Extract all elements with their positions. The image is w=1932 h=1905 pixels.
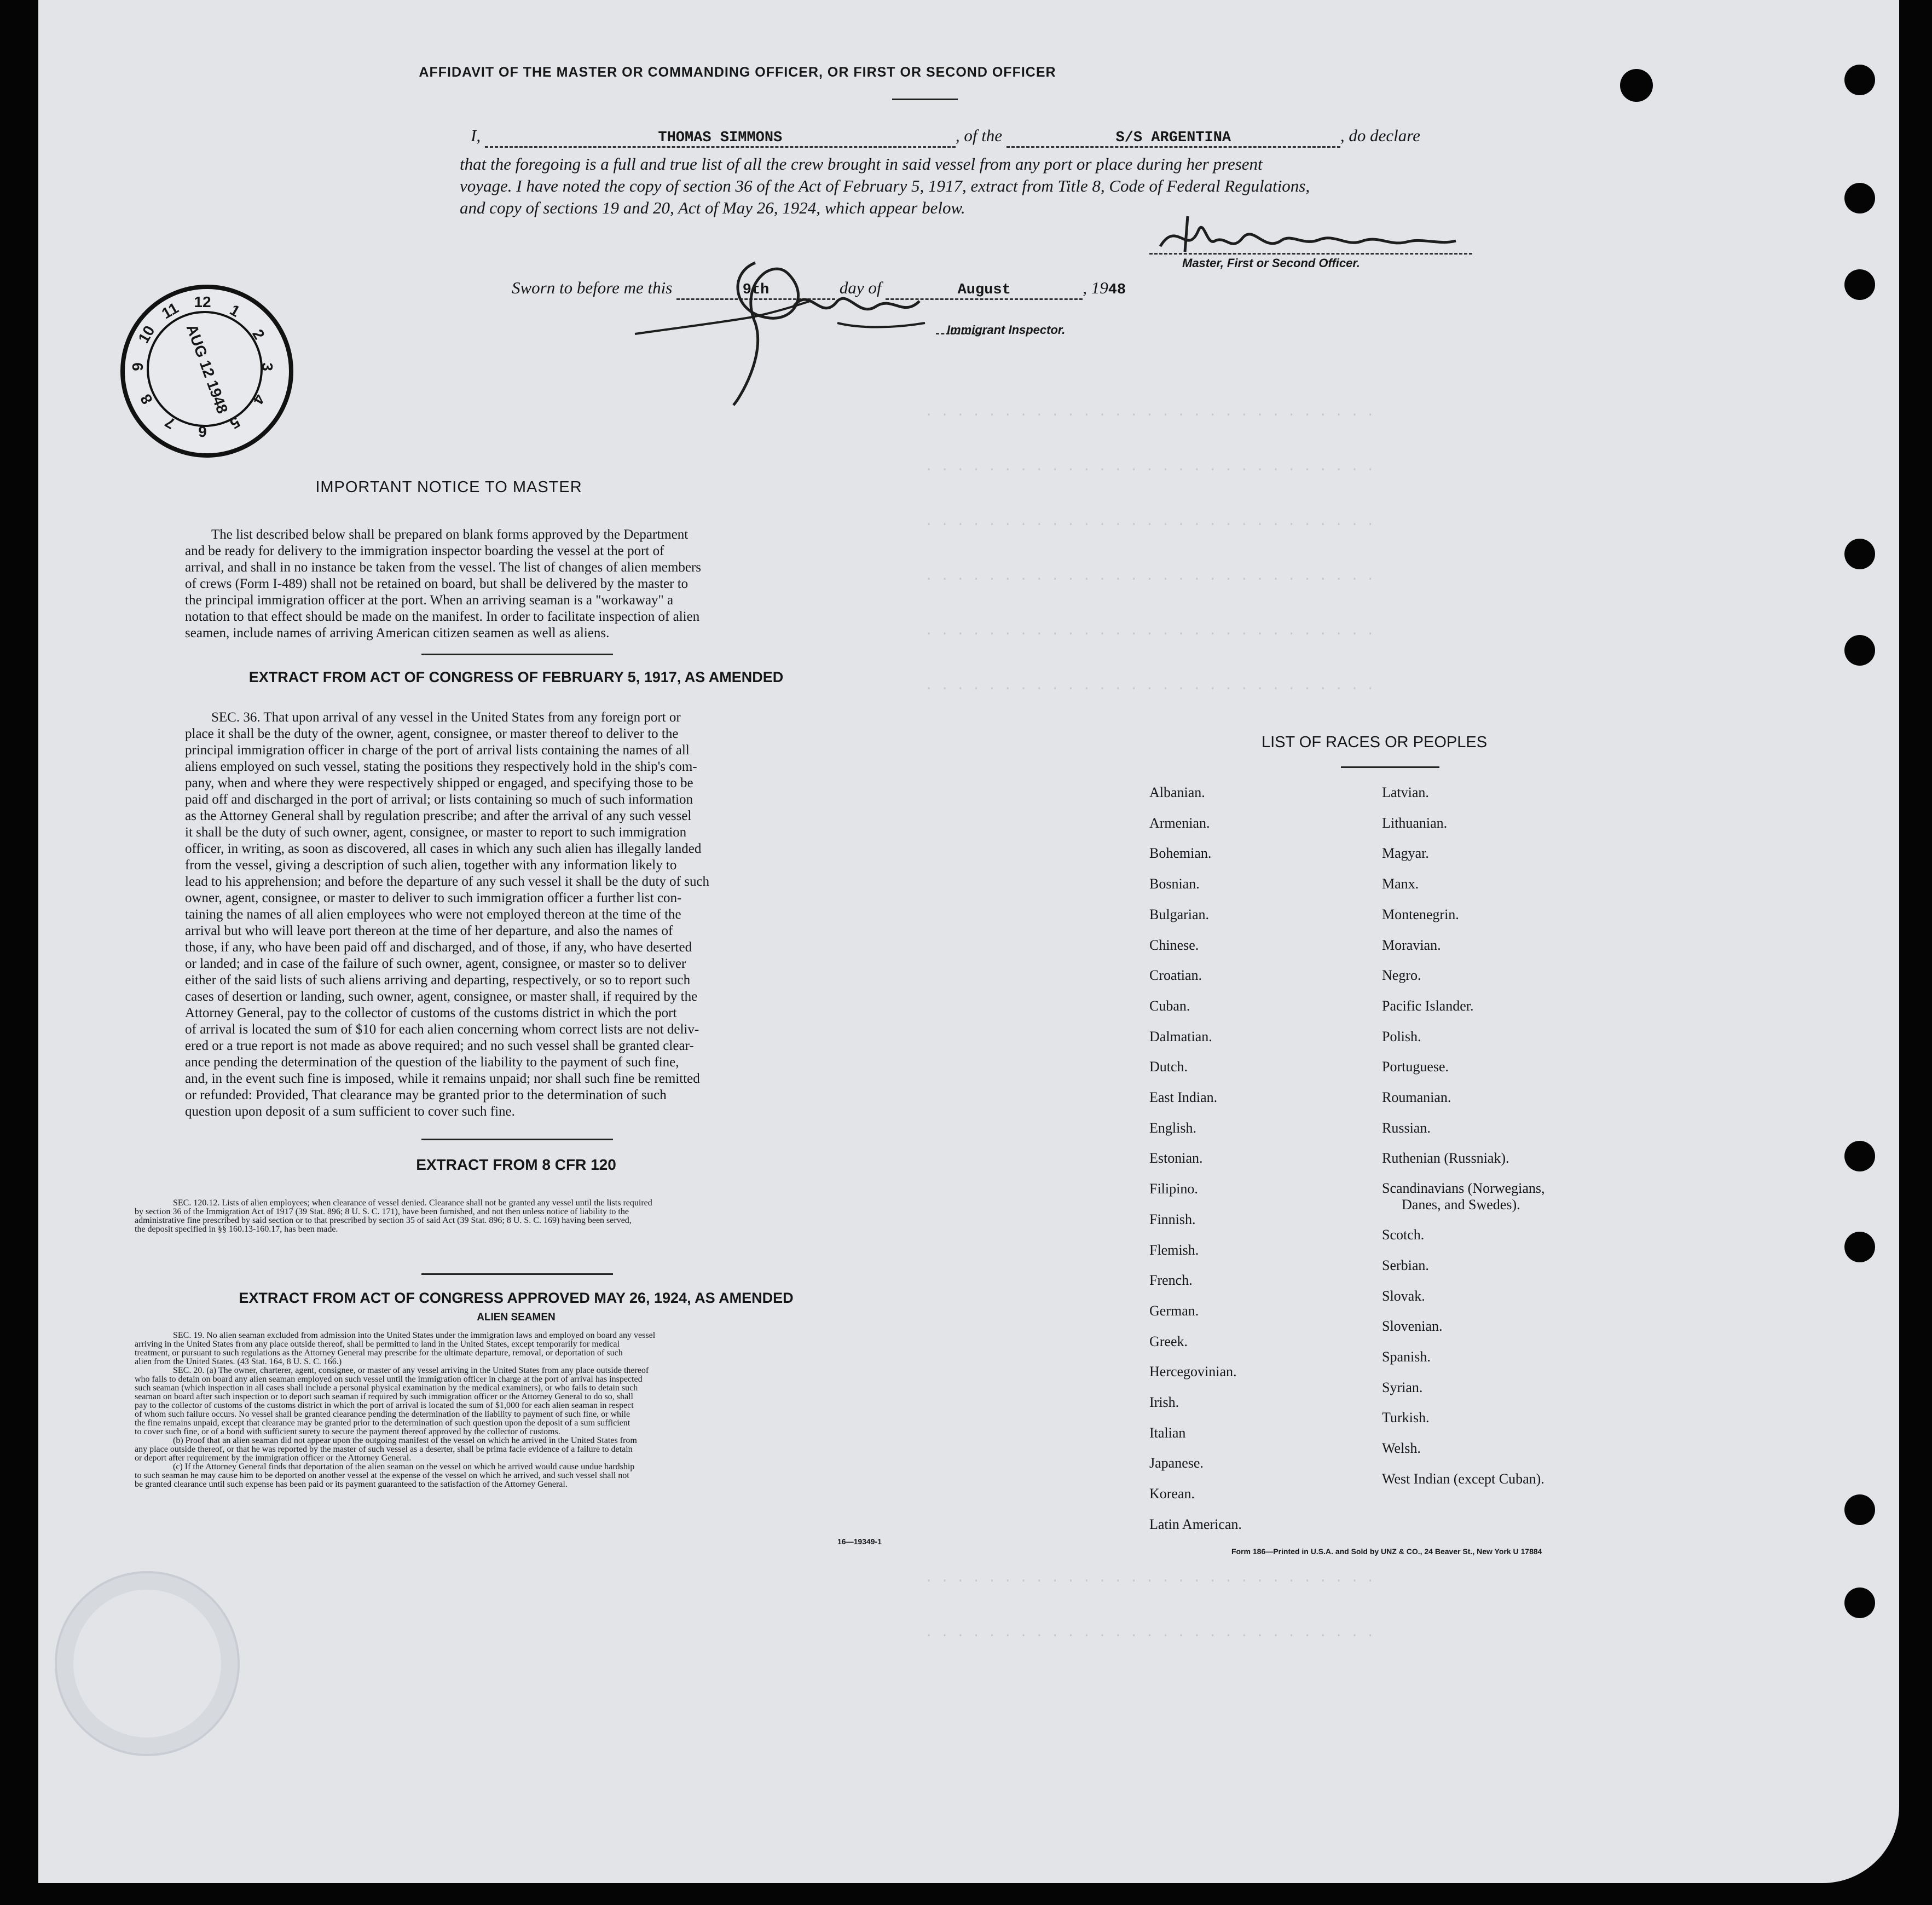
sec-1924-line: alien from the United States. (43 Stat. 164, 8 U. S. C. 166.) [135, 1357, 342, 1366]
races-left-column [1149, 777, 1368, 1540]
stamp-clock-number: 11 [159, 299, 182, 322]
race-item: Pacific Islander. [1382, 997, 1474, 1014]
sec-36-line: ance pending the determination of the question of the liability to the payment of such fine, [185, 1055, 679, 1070]
race-item: Cuban. [1149, 997, 1190, 1014]
races-right-column [1382, 777, 1667, 1494]
sworn-year-field: 48 [1108, 282, 1126, 298]
sworn-label: Sworn to before me this [512, 278, 673, 297]
sec-36-line: aliens employed on such vessel, stating the positions they respectively hold in the ship's com- [185, 759, 697, 774]
punch-hole [1844, 65, 1875, 95]
sec-1924-line: any place outside thereof, or that he was reported by the master of such vessel as a deserter, shall be prima facie evidence of a failure to detain [135, 1445, 633, 1454]
document-page [38, 0, 1899, 1883]
affidavit-text-3: and copy of sections 19 and 20, Act of May 26, 1924, which appear below. [460, 198, 965, 217]
race-item: Greek. [1149, 1333, 1188, 1349]
section-rule [421, 1139, 613, 1140]
punch-hole [1844, 539, 1875, 569]
sworn-day-field: 9th [676, 282, 835, 300]
sec-1924-line: arriving in the United States from any place outside thereof, shall be permitted to land in the United States, except temporarily for medical [135, 1340, 620, 1349]
master-signature [1155, 213, 1461, 263]
sec-1924-line: SEC. 20. (a) The owner, charterer, agent, consignee, or master of any vessel arriving in the United States from any place outside thereof [173, 1366, 649, 1375]
stamp-clock-number: 3 [259, 362, 276, 371]
bleed-through-manifest: . . . . . . . . . . . . . . . . . . . . . . . . . . . . . . . . . . . . . . . . . . . . . . . . . . . . . . . . . . . . . . . . . . . . . . . . . . . . . . . . . . . . . . . . . . . . . . . . . . . . . . . . . . . . . . . . . . . . . . . . . . . . . . . . . . . . . . . . . . . . . . . . . . . . . . . . . . . . . . . . . . . . . . . . . . . . . . . . . . . . . . . . . . . . . . . . . . . . . . . . . . . . . . . . . . . . . . . . . . . . . . . . . . . . . . . . [925, 405, 1374, 1641]
sec-36-line: arrival but who will leave port thereon at the time of her departure, and also the names of [185, 923, 673, 938]
i-label: I, [471, 126, 481, 145]
punch-hole [1844, 635, 1875, 666]
race-item: Danes, and Swedes). [1402, 1197, 1520, 1213]
stamp-date: AUG 12 1948 [183, 322, 232, 416]
race-item: Roumanian. [1382, 1089, 1451, 1106]
stamp-clock-number: 2 [249, 326, 268, 343]
sec-1924-line: seaman on board after such inspection or to deport such seaman if required by such immigration officer or the Attorney General to do so, shall [135, 1392, 633, 1401]
sec-1924-line: the fine remains unpaid, except that clearance may be granted prior to the determination of such question upon the deposit of a sum sufficient [135, 1418, 630, 1428]
race-item: Croatian. [1149, 967, 1202, 984]
notice-line: seamen, include names of arriving American citizen seamen as well as aliens. [185, 626, 610, 640]
race-item: Irish. [1149, 1394, 1179, 1411]
sec-1924-line: such seaman (which inspection in all cases shall include a personal physical examination by the medical examiners), or who fails to detain such [135, 1383, 638, 1393]
sec-1924-line: (b) Proof that an alien seaman did not appear upon the outgoing manifest of the vessel on which he arrived in the United States from [173, 1436, 637, 1445]
stamp-clock-number: 1 [227, 301, 243, 320]
sec-36-line: paid off and discharged in the port of arrival; or lists containing so much of such information [185, 792, 693, 807]
punch-hole [1844, 269, 1875, 300]
race-item: Bulgarian. [1149, 906, 1210, 922]
notice-line: The list described below shall be prepared on blank forms approved by the Department [211, 527, 689, 542]
races-title-rule [1341, 766, 1439, 768]
affidavit-line-1 [471, 126, 1511, 148]
cfr-line: administrative fine prescribed by said section or to that prescribed by section 35 of said Act (39 Stat. 896; 8 U. S. C. 169) having been served, [135, 1216, 632, 1225]
race-item: Polish. [1382, 1028, 1421, 1044]
sec-1924-line: of whom such failure occurs. No vessel shall be granted clearance pending the determination of the liability to payment of such fine, or while [135, 1410, 630, 1419]
race-item: English. [1149, 1119, 1196, 1136]
sec-36-line: as the Attorney General shall by regulation prescribe; and after the arrival of any such vessel [185, 809, 692, 823]
race-item: Finnish. [1149, 1211, 1196, 1227]
vessel-name-field: S/S ARGENTINA [1007, 130, 1340, 148]
day-of-label: day of [839, 278, 882, 297]
stamp-clock-number: 5 [227, 413, 243, 432]
race-item: Dalmatian. [1149, 1028, 1212, 1044]
section-rule [421, 1273, 613, 1275]
sec-1924-line: who fails to detain on board any alien seaman employed on such vessel until the immigration officer in charge at the port of arrival has inspected [135, 1375, 643, 1384]
race-item: Albanian. [1149, 784, 1205, 800]
sec-36-line: place it shall be the duty of the owner, agent, consignee, or master thereof to deliver to the [185, 726, 679, 741]
sec-36-line: of arrival is located the sum of $10 for each alien concerning whom correct lists are not deliv- [185, 1022, 699, 1037]
race-item: Italian [1149, 1424, 1186, 1441]
sec-36-line: those, if any, who have been paid off and discharged, and of those, if any, who have deserted [185, 940, 692, 955]
race-item: Montenegrin. [1382, 906, 1459, 922]
sec-36-line: and, in the event such fine is imposed, while it remains unpaid; nor shall such fine be remitted [185, 1071, 700, 1086]
race-item: Scandinavians (Norwegians, [1382, 1180, 1545, 1197]
sec-1924-line: (c) If the Attorney General finds that deportation of the alien seaman on the vessel on which he arrived would cause undue hardship [173, 1462, 635, 1471]
sec-36-line: ered or a true report is not made as above required; and no such vessel shall be granted clear- [185, 1038, 694, 1053]
race-item: Magyar. [1382, 845, 1429, 862]
affidavit-text-2: voyage. I have noted the copy of section 36 of the Act of February 5, 1917, extract from Title 8, Code of Federal Regulations, [460, 176, 1310, 195]
sec-36-line: from the vessel, giving a description of such alien, together with any information likely to [185, 858, 677, 873]
affidavit-text-1: that the foregoing is a full and true list of all the crew brought in said vessel from any port or place during her present [460, 154, 1263, 174]
race-item: Latin American. [1149, 1516, 1242, 1532]
stamp-clock-number: 4 [249, 391, 268, 407]
cfr-line: by section 36 of the Immigration Act of 1917 (39 Stat. 896; 8 U. S. C. 171), have been furnished, and not then unless notice of liability to the [135, 1207, 629, 1216]
notice-title: IMPORTANT NOTICE TO MASTER [315, 478, 582, 496]
sec-1924-line: to such seaman he may cause him to be deported on another vessel at the expense of the vessel on which he arrived, and such vessel shall not [135, 1471, 629, 1480]
cfr-line: the deposit specified in §§ 160.13-160.17, has been made. [135, 1225, 338, 1234]
stamp-clock-number: 8 [137, 391, 156, 407]
race-item: Moravian. [1382, 937, 1441, 953]
race-item: Estonian. [1149, 1150, 1203, 1167]
notice-line: and be ready for delivery to the immigration inspector boarding the vessel at the port of [185, 544, 664, 558]
sec-36-line: pany, when and where they were respectively shipped or engaged, and specifying those to be [185, 776, 693, 790]
stamp-clock-number: 6 [198, 423, 207, 440]
race-item: West Indian (except Cuban). [1382, 1470, 1545, 1487]
extract-1917-body [185, 709, 847, 1120]
sec-36-line: Attorney General, pay to the collector of customs of the customs district in which the port [185, 1006, 677, 1020]
notice-line: of crews (Form I-489) shall not be retained on board, but shall be delivered by the master to [185, 576, 689, 591]
stamp-clock-number: 7 [162, 413, 178, 432]
sec-36-line: principal immigration officer in charge of the port of arrival lists containing the names of all [185, 743, 690, 758]
extract-1917-title: EXTRACT FROM ACT OF CONGRESS OF FEBRUARY 5, 1917, AS AMENDED [248, 669, 784, 685]
extract-1924-subtitle: ALIEN SEAMEN [477, 1312, 556, 1323]
race-item: German. [1149, 1302, 1199, 1319]
sec-1924-line: SEC. 19. No alien seaman excluded from admission into the United States under the immigration laws and employed on board any vessel [173, 1331, 656, 1340]
race-item: Bosnian. [1149, 876, 1200, 892]
race-item: Spanish. [1382, 1348, 1431, 1365]
punch-hole [1844, 1232, 1875, 1262]
race-item: Welsh. [1382, 1440, 1421, 1457]
sec-1924-line: or deport after requirement by the immigration officer or the Attorney General. [135, 1453, 412, 1463]
race-item: Dutch. [1149, 1059, 1188, 1075]
race-item: Latvian. [1382, 784, 1429, 800]
race-item: Korean. [1149, 1486, 1195, 1502]
race-item: Slovak. [1382, 1288, 1425, 1304]
sec-1924-line: treatment, or pursuant to such regulations as the Attorney General may prescribe for the ultimate departure, removal, or deportation of such [135, 1348, 623, 1358]
do-declare-label: , do declare [1340, 126, 1420, 145]
races-title: LIST OF RACES OR PEOPLES [1262, 734, 1488, 751]
sec-36-line: or refunded: Provided, That clearance may be granted prior to the determination of such [185, 1088, 667, 1102]
notice-line: the principal immigration officer at the port. When an arriving seaman is a "workaway" a [185, 593, 674, 608]
sec-36-line: lead to his apprehension; and before the departure of any such vessel it shall be the duty of such [185, 874, 710, 889]
sec-1924-line: to cover such fine, or of a bond with sufficient surety to secure the payment thereof approved by the collector of customs. [135, 1427, 560, 1436]
race-item: Turkish. [1382, 1410, 1430, 1426]
sworn-month-field: August [886, 282, 1083, 300]
notice-line: arrival, and shall in no instance be taken from the vessel. The list of changes of alien members [185, 560, 701, 575]
stamp-clock-number: 12 [194, 293, 211, 310]
stamp-clock-number: 10 [135, 322, 158, 346]
race-item: Lithuanian. [1382, 815, 1448, 831]
punch-hole [1620, 69, 1653, 102]
cfr-line: SEC. 120.12. Lists of alien employees; when clearance of vessel denied. Clearance shall not be granted any vessel until the lists required [173, 1198, 652, 1208]
race-item: Filipino. [1149, 1181, 1198, 1197]
race-item: Slovenian. [1382, 1318, 1443, 1335]
race-item: Bohemian. [1149, 845, 1212, 862]
sec-36-line: owner, agent, consignee, or master to deliver to such immigration officer a further list con- [185, 891, 682, 905]
race-item: French. [1149, 1272, 1193, 1289]
punch-hole [1844, 1141, 1875, 1171]
section-rule [421, 654, 613, 655]
extract-cfr-body [135, 1199, 934, 1234]
notice-line: notation to that effect should be made on the manifest. In order to facilitate inspection of alien [185, 609, 700, 624]
sec-36-line: taining the names of all alien employees who were not employed thereon at the time of the [185, 907, 681, 922]
sec-36-line: or landed; and in case of the failure of such owner, agent, consignee, or master so to deliver [185, 956, 686, 971]
master-name-field: THOMAS SIMMONS [485, 130, 956, 148]
year-prefix: , 19 [1083, 278, 1108, 297]
form-code: 16—19349-1 [837, 1537, 882, 1546]
race-item: Hercegovinian. [1149, 1364, 1237, 1380]
race-item: Manx. [1382, 876, 1419, 892]
sec-36-line: SEC. 36. That upon arrival of any vessel in the United States from any foreign port or [211, 710, 681, 725]
immigration-clock-stamp [120, 285, 293, 458]
stamp-clock-number: 9 [129, 362, 146, 371]
race-item: Syrian. [1382, 1379, 1423, 1395]
race-item: Russian. [1382, 1119, 1431, 1136]
sec-1924-line: be granted clearance until such expense has been paid or its payment guaranteed to the satisfaction of the Attorney General. [135, 1480, 568, 1489]
sec-36-line: cases of desertion or landing, such owner, agent, consignee, or master shall, if required by the [185, 989, 698, 1004]
race-item: Serbian. [1382, 1257, 1429, 1273]
affidavit-title: AFFIDAVIT OF THE MASTER OR COMMANDING OFFICER, OR FIRST OR SECOND OFFICER [419, 65, 1056, 80]
race-item: Armenian. [1149, 815, 1210, 831]
extract-1924-title: EXTRACT FROM ACT OF CONGRESS APPROVED MAY 26, 1924, AS AMENDED [239, 1290, 794, 1306]
embossed-seal [55, 1571, 240, 1756]
punch-hole [1844, 183, 1875, 213]
race-item: Flemish. [1149, 1242, 1199, 1258]
notice-body [185, 527, 847, 642]
signature-dotline [1149, 253, 1472, 255]
race-item: Negro. [1382, 967, 1421, 984]
race-item: Ruthenian (Russniak). [1382, 1150, 1509, 1167]
extract-1924-body [135, 1331, 934, 1489]
race-item: Japanese. [1149, 1455, 1204, 1471]
sec-36-line: it shall be the duty of such owner, agent, consignee, or master to report to such immigration [185, 825, 687, 840]
race-item: Portuguese. [1382, 1059, 1449, 1075]
of-the-label: , of the [955, 126, 1003, 145]
extract-cfr-title: EXTRACT FROM 8 CFR 120 [416, 1156, 616, 1173]
title-rule [892, 99, 958, 100]
punch-hole [1844, 1588, 1875, 1618]
sec-36-line: either of the said lists of such aliens arriving and departing, respectively, or so to report such [185, 973, 691, 988]
race-item: Scotch. [1382, 1227, 1425, 1243]
inspector-label: Immigrant Inspector. [947, 323, 1066, 337]
sec-1924-line: pay to the collector of customs of the customs district in which the port of arrival is located the sum of $1,000 for each alien seaman in respect [135, 1401, 634, 1410]
inspector-signature [629, 241, 936, 416]
race-item: East Indian. [1149, 1089, 1218, 1106]
sec-36-line: officer, in writing, as soon as discovered, all cases in which any such alien has illegally landed [185, 841, 702, 856]
sec-36-line: question upon deposit of a sum sufficient to cover such fine. [185, 1104, 515, 1119]
race-item: Chinese. [1149, 937, 1199, 953]
printer-footer: Form 186—Printed in U.S.A. and Sold by UNZ & CO., 24 Beaver St., New York U 17884 [1231, 1547, 1542, 1556]
officer-label: Master, First or Second Officer. [1182, 256, 1360, 270]
punch-hole [1844, 1494, 1875, 1525]
